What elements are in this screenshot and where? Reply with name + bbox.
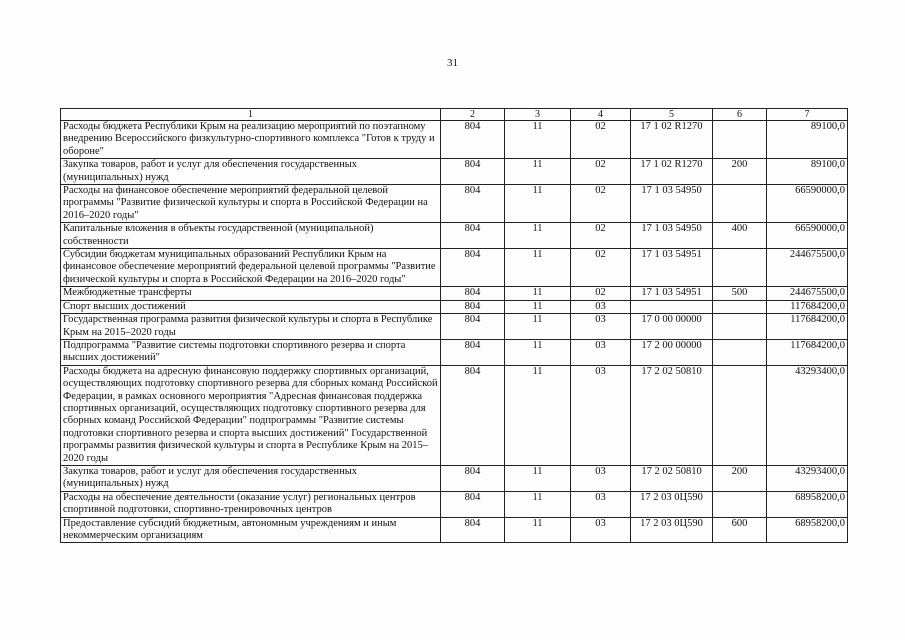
- table-row: [61, 249, 848, 287]
- amount: 43293400,0: [767, 465, 848, 491]
- grbs-code: 804: [441, 223, 505, 249]
- grbs-code: 804: [441, 517, 505, 543]
- section-code: 11: [505, 223, 571, 249]
- target-article-code: 17 2 03 0Ц590: [631, 517, 713, 543]
- grbs-code: 804: [441, 287, 505, 300]
- amount: 66590000,0: [767, 223, 848, 249]
- expense-type-code: 200: [713, 159, 767, 185]
- expense-type-code: [713, 185, 767, 223]
- table-row: [61, 223, 848, 249]
- subsection-code: 03: [571, 339, 631, 365]
- expense-type-code: [713, 491, 767, 517]
- expense-type-code: 400: [713, 223, 767, 249]
- section-code: 11: [505, 339, 571, 365]
- expense-type-code: 500: [713, 287, 767, 300]
- amount: 117684200,0: [767, 339, 848, 365]
- amount: 66590000,0: [767, 185, 848, 223]
- col-header: 4: [571, 109, 631, 121]
- target-article-code: [631, 300, 713, 313]
- expense-name: Подпрограмма "Развитие системы подготовки спортивного резерва и спорта высших достижений": [61, 339, 441, 365]
- expense-name: Расходы бюджета на адресную финансовую поддержку спортивных организаций, осуществляющих подготовку спортивного резерва для сборных команд Российской Федерации, в рамках основного мероприятия "Адресная финансовая поддержка спортивных организаций, осуществляющих подготовку спортивного резерва для сборных команд Российской Федерации" подпрограммы "Развитие системы подготовки спортивного резерва и спорта высших достижений" Государственной программы развития физической культуры и спорта в Республике Крым на 2015–2020 годы: [61, 365, 441, 465]
- section-code: 11: [505, 159, 571, 185]
- amount: 89100,0: [767, 159, 848, 185]
- col-header: 2: [441, 109, 505, 121]
- section-code: 11: [505, 314, 571, 340]
- expense-name: Межбюджетные трансферты: [61, 287, 441, 300]
- amount: 117684200,0: [767, 314, 848, 340]
- table-row: [61, 465, 848, 491]
- subsection-code: 02: [571, 159, 631, 185]
- expense-type-code: 200: [713, 465, 767, 491]
- col-header: 6: [713, 109, 767, 121]
- target-article-code: 17 0 00 00000: [631, 314, 713, 340]
- subsection-code: 03: [571, 365, 631, 465]
- table-row: [61, 314, 848, 340]
- subsection-code: 03: [571, 517, 631, 543]
- target-article-code: 17 2 02 50810: [631, 365, 713, 465]
- grbs-code: 804: [441, 314, 505, 340]
- table-row: [61, 287, 848, 300]
- expense-type-code: 600: [713, 517, 767, 543]
- section-code: 11: [505, 300, 571, 313]
- table-row: [61, 339, 848, 365]
- subsection-code: 02: [571, 223, 631, 249]
- subsection-code: 02: [571, 249, 631, 287]
- expense-name: Закупка товаров, работ и услуг для обеспечения государственных (муниципальных) нужд: [61, 465, 441, 491]
- subsection-code: 02: [571, 121, 631, 159]
- expense-type-code: [713, 300, 767, 313]
- amount: 68958200,0: [767, 517, 848, 543]
- table-row: [61, 300, 848, 313]
- budget-table: [60, 108, 848, 543]
- grbs-code: 804: [441, 185, 505, 223]
- target-article-code: 17 1 02 R1270: [631, 159, 713, 185]
- expense-type-code: [713, 314, 767, 340]
- expense-type-code: [713, 339, 767, 365]
- section-code: 11: [505, 249, 571, 287]
- target-article-code: 17 2 03 0Ц590: [631, 491, 713, 517]
- expense-name: Субсидии бюджетам муниципальных образований Республики Крым на финансовое обеспечение мероприятий федеральной целевой программы "Развитие физической культуры и спорта в Российской Федерации на 2016–2020 годы": [61, 249, 441, 287]
- expense-type-code: [713, 365, 767, 465]
- section-code: 11: [505, 287, 571, 300]
- grbs-code: 804: [441, 491, 505, 517]
- grbs-code: 804: [441, 339, 505, 365]
- expense-type-code: [713, 121, 767, 159]
- grbs-code: 804: [441, 121, 505, 159]
- amount: 244675500,0: [767, 287, 848, 300]
- expense-name: Расходы бюджета Республики Крым на реализацию мероприятий по поэтапному внедрению Всероссийского физкультурно-спортивного комплекса "Готов к труду и обороне": [61, 121, 441, 159]
- amount: 43293400,0: [767, 365, 848, 465]
- header-row: [61, 109, 848, 121]
- section-code: 11: [505, 491, 571, 517]
- col-header: 7: [767, 109, 848, 121]
- subsection-code: 03: [571, 491, 631, 517]
- section-code: 11: [505, 465, 571, 491]
- section-code: 11: [505, 121, 571, 159]
- amount: 89100,0: [767, 121, 848, 159]
- amount: 117684200,0: [767, 300, 848, 313]
- expense-name: Спорт высших достижений: [61, 300, 441, 313]
- grbs-code: 804: [441, 159, 505, 185]
- subsection-code: 03: [571, 314, 631, 340]
- page-number: 31: [447, 57, 458, 69]
- table-row: [61, 365, 848, 465]
- table-row: [61, 159, 848, 185]
- target-article-code: 17 1 03 54951: [631, 249, 713, 287]
- subsection-code: 02: [571, 185, 631, 223]
- section-code: 11: [505, 517, 571, 543]
- subsection-code: 03: [571, 300, 631, 313]
- subsection-code: 02: [571, 287, 631, 300]
- expense-name: Предоставление субсидий бюджетным, автономным учреждениям и иным некоммерческим организациям: [61, 517, 441, 543]
- table-row: [61, 517, 848, 543]
- grbs-code: 804: [441, 365, 505, 465]
- expense-name: Государственная программа развития физической культуры и спорта в Республике Крым на 2015–2020 годы: [61, 314, 441, 340]
- col-header: 1: [61, 109, 441, 121]
- target-article-code: 17 1 03 54950: [631, 223, 713, 249]
- target-article-code: 17 2 00 00000: [631, 339, 713, 365]
- grbs-code: 804: [441, 300, 505, 313]
- section-code: 11: [505, 365, 571, 465]
- table-row: [61, 121, 848, 159]
- target-article-code: 17 1 02 R1270: [631, 121, 713, 159]
- expense-name: Закупка товаров, работ и услуг для обеспечения государственных (муниципальных) нужд: [61, 159, 441, 185]
- table-row: [61, 491, 848, 517]
- col-header: 5: [631, 109, 713, 121]
- expense-name: Капитальные вложения в объекты государственной (муниципальной) собственности: [61, 223, 441, 249]
- grbs-code: 804: [441, 465, 505, 491]
- target-article-code: 17 1 03 54951: [631, 287, 713, 300]
- table-row: [61, 185, 848, 223]
- expense-type-code: [713, 249, 767, 287]
- grbs-code: 804: [441, 249, 505, 287]
- expense-name: Расходы на обеспечение деятельности (оказание услуг) региональных центров спортивной подготовки, спортивно-тренировочных центров: [61, 491, 441, 517]
- col-header: 3: [505, 109, 571, 121]
- target-article-code: 17 1 03 54950: [631, 185, 713, 223]
- target-article-code: 17 2 02 50810: [631, 465, 713, 491]
- amount: 244675500,0: [767, 249, 848, 287]
- expense-name: Расходы на финансовое обеспечение мероприятий федеральной целевой программы "Развитие физической культуры и спорта в Российской Федерации на 2016–2020 годы": [61, 185, 441, 223]
- section-code: 11: [505, 185, 571, 223]
- subsection-code: 03: [571, 465, 631, 491]
- amount: 68958200,0: [767, 491, 848, 517]
